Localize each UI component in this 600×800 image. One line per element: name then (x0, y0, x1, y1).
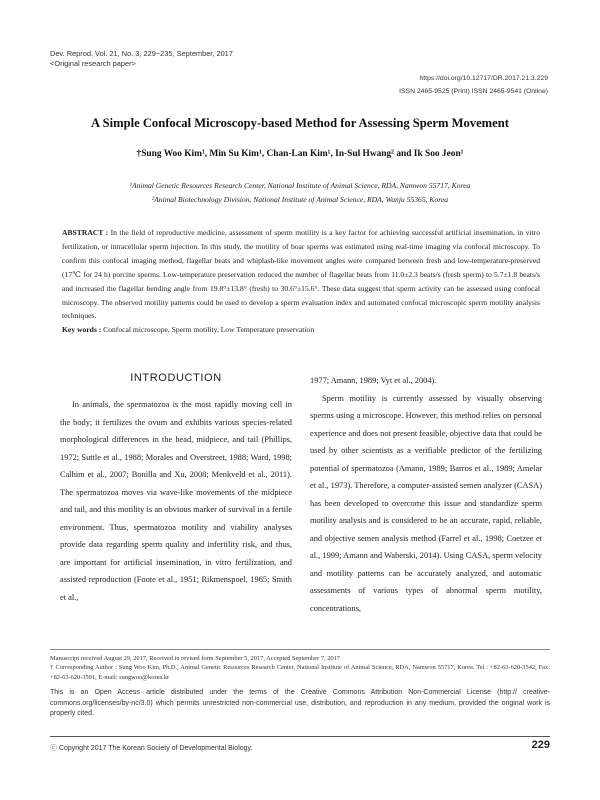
intro-paragraph-1: In animals, the spermatozoa is the most rapidly moving cell in the body; it fertilizes the ovum and exhibits various species-related morphological differences in the head, midpiece, and tail (Phillips, 1972; Suttle et al., 1988; Morales and Overstreet, 1988; Ward, 1998; Calhim et al., 2007; Bonilla and Xu, 2008; Menkveld et al., 2011). The spermatozoa moves via wave-like movements of the midpiece and tail, and this motility is an obvious marker of survival in a fertile environment. Thus, spermatozoa motility and viability analyses provide data regarding sperm quality and infertility risk, and thus, are important for artificial insemination, in vitro fertilization, and assisted reproduction (Foote et al., 1951; Rikmenspoel, 1965; Smith et al., (60, 400, 292, 602)
affiliation-1: ¹Animal Genetic Resources Research Center, National Institute of Animal Science, RDA, Namwon 55717, Korea (129, 181, 471, 190)
copyright-line: ⓒ Copyright 2017 The Korean Society of Developmental Biology. (50, 745, 253, 752)
abstract-text: In the field of reproductive medicine, assessment of sperm motility is a key factor for achieving successful artificial insemination, in vitro fertilization, or intracellular sperm injection. In this study, the motility of boar sperms was estimated using real-time imaging via confocal microscopy. To confirm this confocal imaging method, flagellar beats and whiplash-like movement angles were compared between fresh and low-temperature-preserved (17℃ for 24 h) porcine sperms. Low-temperature preservation reduced the number of flagellar beats from 11.0±2.3 beats/s (fresh sperm) to 5.7±1.8 beats/s and increased the flagellar bending angle from 19.8°±13.8° (fresh) to 30.6°±15.6°. These data suggest that sperm activity can be assessed using confocal microscopy. The observed motility patterns could be used to develop a sperm evaluation index and automated confocal microscopic sperm motility analysis techniques. (62, 228, 540, 321)
article-type: <Original research paper> (50, 59, 136, 68)
affiliation-2: ²Animal Biotechnology Division, National Institute of Animal Science, RDA, Wanju 55365, Korea (151, 195, 449, 204)
manuscript-dates: Manuscript received August 29, 2017, Received in revised form September 5, 2017, Accepted September 7, 2017 (50, 655, 340, 662)
abstract-body (62, 226, 540, 323)
abstract (62, 226, 540, 337)
affiliations (40, 179, 560, 207)
article-title: A Simple Confocal Microscopy-based Method for Assessing Sperm Movement (91, 116, 509, 130)
left-column (60, 372, 292, 606)
page-number: 229 (531, 739, 550, 751)
author-list: †Sung Woo Kim¹, Min Su Kim¹, Chan-Lan Kim¹, In-Sul Hwang² and Ik Soo Jeon¹ (136, 149, 464, 159)
intro-paragraph-continued: 1977; Amann, 1989; Vyt et al., 2004). (310, 376, 437, 385)
doi-link[interactable]: https://doi.org/10.12717/DR.2017.21.3.229 (419, 75, 548, 82)
intro-paragraph-2: Sperm motility is currently assessed by visually observing sperms using a microscope. However, this method relies on personal experience and does not present feasible, objective data that could be used by other scientists as a verifiable predictor of the fertilizing potential of spermatozoa (Amann, 1989; Barros et al., 1989; Amelar et al., 1973). Therefore, a computer-assisted semen analyzer (CASA) has been developed to overcome this issue and standardize sperm motility analysis and is considered to be an accurate, rapid, reliable, and objective semen analysis method (Farrel et al., 1998; Coetzee et al., 1999; Amann and Waberski, 2014). Using CASA, sperm velocity and motility patterns can be accurately analyzed, and automatic assessments of various types of abnormal sperm motility, concentrations, (310, 393, 542, 613)
introduction-heading: INTRODUCTION (130, 372, 222, 384)
right-column (310, 372, 542, 617)
keywords (62, 323, 540, 337)
journal-info (50, 49, 233, 69)
corresponding-author: † Corresponding Author : Sung Woo Kim, Ph.D., Animal Genetic Resources Research Center, National Institute of Animal Science, RDA, Namwon 55717, Korea. Tel : +82-63-620-3542, Fax: +82-63-620-3591, E-mail: sungwoo@korea.kr (50, 664, 550, 681)
footnotes (50, 654, 550, 682)
issn-info: ISSN 2465-9525 (Print) ISSN 2465-9541 (Online) (399, 88, 548, 95)
abstract-label: ABSTRACT : (62, 228, 109, 237)
license-note: This is an Open Access article distributed under the terms of the Creative Commons Attribution Non-Commercial License (http:// creative-commons.org/licenses/by-nc/3.0) which permits unrestricted non-commercial use, distribution, and reproduction in any medium, provided the original work is properly cited. (50, 689, 550, 718)
doi-block (399, 72, 548, 98)
footer-divider (50, 736, 550, 737)
journal-citation: Dev. Reprod. Vol. 21, No. 3, 229~235, September, 2017 (50, 49, 233, 58)
keywords-label: Key words : (62, 325, 102, 335)
footnote-divider (50, 649, 550, 650)
keywords-text: Confocal microscope, Sperm motility, Low Temperature preservation (101, 325, 315, 335)
